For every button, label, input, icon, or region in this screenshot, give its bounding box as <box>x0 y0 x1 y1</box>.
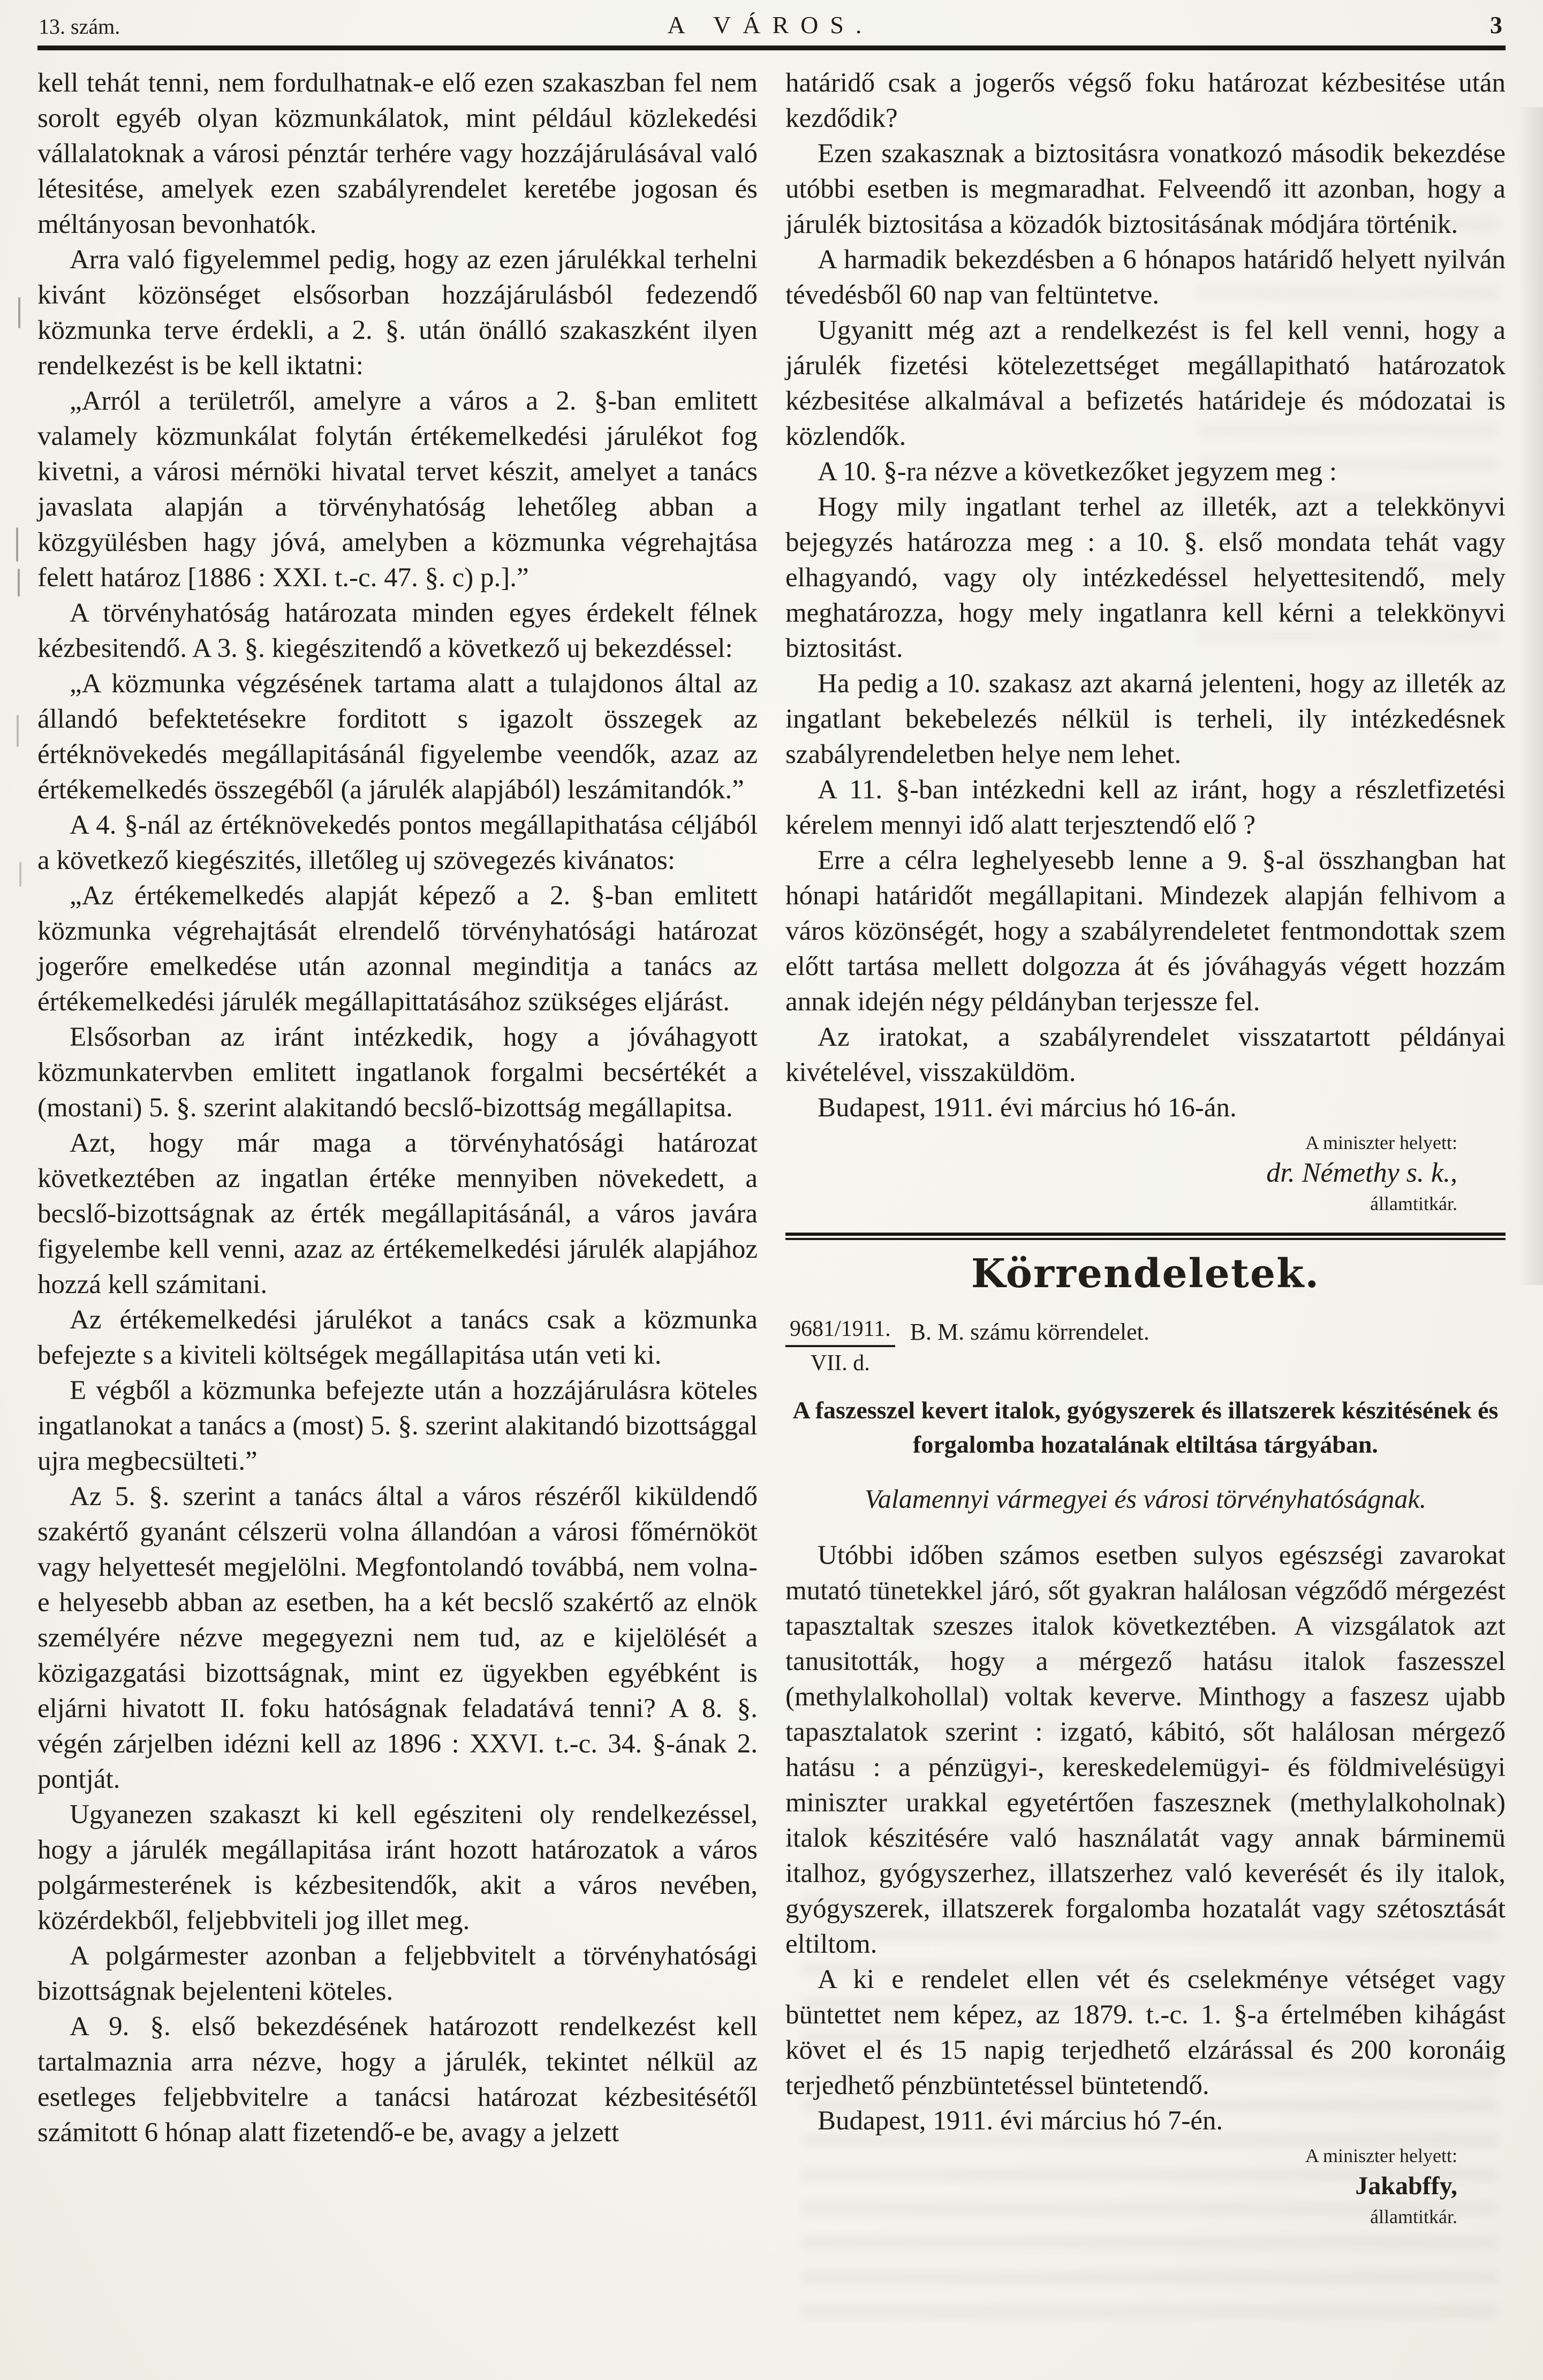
paragraph: A 11. §-ban intézkedni kell az iránt, hogy a részletfizetési kérelem mennyi idő alatt terjesztendő elő ? <box>785 775 1506 840</box>
paragraph: Elsősorban az iránt intézkedik, hogy a jóváhagyott közmunkatervben emlitett ingatlanok forgalmi becsértékét a (mostani) 5. §. szerint alakitandó becslő-bizottság megállapitsa. <box>37 1022 758 1123</box>
paragraph: Erre a célra leghelyesebb lenne a 9. §-al összhangban hat hónapi határidőt megállapitani. Mindezek alapján felhivom a város közönségét, hogy a szabályrendeletet fentmondottak szem előtt tartása mellett dolgozza át és jóváhagyás végett hozzám annak idején négy példányban terjessze fel. <box>785 845 1506 1017</box>
paragraph: A 4. §-nál az értéknövekedés pontos megállapithatása céljából a következő kiegészités, illetőleg uj szövegezés kivánatos: <box>37 810 758 875</box>
scan-artifact-mark <box>18 297 20 328</box>
dateline: Budapest, 1911. évi március hó 16-án. <box>818 1093 1237 1123</box>
signature-title: államtitkár. <box>1370 1193 1457 1214</box>
publication-title: A VÁROS. <box>667 11 874 39</box>
signature-name: Jakabffy, <box>1355 2172 1457 2200</box>
paragraph: Azt, hogy már maga a törvényhatósági határozat következtében az ingatlan értéke mennyiben növekedett, a becslő-bizottságnak az érték megállapitásánál, a város javára figyelembe kell venni, azaz az értékemelkedési járulék alapjához hozzá kell számitani. <box>37 1128 758 1299</box>
signature-name: dr. Némethy s. k., <box>1266 1158 1457 1188</box>
paragraph: Utóbbi időben számos esetben sulyos egészségi zavarokat mutató tünetekkel járó, sőt gyakran halálosan végződő mérgezést tapasztaltak szeszes italok következtében. A vizsgálatok azt tanusitották, hogy a mérgező hatásu italok faszesszel (methylalkohollal) voltak keverve. Minthogy a faszesz ujabb tapasztalatok szerint : izgató, kábitó, sőt halálosan mérgező hatásu : a pénzügyi-, kereskedelemügyi- és földmivelésügyi miniszter urakkal egyetértően faszesznek (methylalkoholnak) italok készitésére való használatát vagy annak bárminemü italhoz, gyógyszerhez, illatszerhez való keverését és ily italok, gyógyszerek, illatszerek forgalomba hozatalát vagy szétosztását eltiltom. <box>785 1540 1506 1959</box>
paragraph: Ugyanezen szakaszt ki kell egésziteni oly rendelkezéssel, hogy a járulék megállapitása iránt hozott határozatok a város polgármesterének is kézbesitendők, akit a város nevében, közérdekből, feljebbviteli jog illet meg. <box>37 1800 758 1936</box>
scan-artifact-mark <box>18 569 20 596</box>
reference-department: VII. d. <box>810 1351 870 1376</box>
article-body <box>37 50 1506 2237</box>
signature-pretext: A miniszter helyett: <box>1305 2145 1457 2166</box>
page-number: 3 <box>1490 11 1502 39</box>
paragraph: A ki e rendelet ellen vét és cselekménye vétséget vagy büntettet nem képez, az 1879. t.-c. 1. §-a értelmében kihágást követ el és 15 napig terjedhető elzárással és 200 koronáig terjedhető pénzbüntetéssel büntetendő. <box>785 1965 1506 2101</box>
scan-edge-smudge <box>1518 107 1543 1285</box>
paragraph: A harmadik bekezdésben a 6 hónapos határidő helyett nyilván tévedésből 60 nap van feltüntetve. <box>785 245 1506 310</box>
paragraph: „A közmunka végzésének tartama alatt a tulajdonos által az állandó befektetésekre forditott s igazolt összegek az értéknövekedés megállapitásánál figyelembe veendők, azaz az értékemelkedés összegéből (a járulék alapjából) leszámitandók.” <box>37 669 758 805</box>
circular-subject: A faszesszel kevert italok, gyógyszerek és illatszerek készitésének és forgalomba hozatalának eltiltása tárgyában. <box>792 1396 1499 1458</box>
paragraph: Ezen szakasznak a biztositásra vonatkozó második bekezdése utóbbi esetben is megmaradhat. Felveendő itt azonban, hogy a járulék biztositása a közadók biztositásának módjára történik. <box>785 139 1506 239</box>
paragraph: E végből a közmunka befejezte után a hozzájárulásra köteles ingatlanokat a tanács a (most) 5. §. szerint alakitandó bizottsággal ujra megbecsülteti.” <box>37 1376 758 1476</box>
paragraph: A 9. §. első bekezdésének határozott rendelkezést kell tartalmaznia arra nézve, hogy a járulék, tekintet nélkül az esetleges feljebbvitelre a tanácsi határozat kézbesitésétől számitott 6 hónap alatt fizetendő-e be, avagy a jelzett <box>37 2012 758 2148</box>
signature-title: államtitkár. <box>1370 2206 1457 2227</box>
paragraph: Ha pedig a 10. szakasz azt akarná jelenteni, hogy az illeték az ingatlant bekebelezés nélkül is terheli, ily intézkedésnek szabályrendeletben helye nem lehet. <box>785 669 1506 769</box>
signature-block <box>785 1130 1506 1217</box>
scan-artifact-mark <box>19 862 21 887</box>
page-header <box>37 0 1506 46</box>
left-column <box>37 65 758 2237</box>
paragraph: Ugyanitt még azt a rendelkezést is fel kell venni, hogy a járulék fizetési kötelezettséget megállapitható határozatok kézbesitése alkalmával a befizetés határideje és módozatai is közlendők. <box>785 315 1506 451</box>
signature-pretext: A miniszter helyett: <box>1305 1132 1457 1153</box>
paragraph: Az 5. §. szerint a tanács által a város részéről kiküldendő szakértő gyanánt célszerü volna állandóan a városi főmérnököt vagy helyettesét megjelölni. Megfontolandó továbbá, nem volna-e helyesebb abban az esetben, ha a két becslő szakértő az elnök személyére nézve megegyezni nem tud, az e kijelölését a közigazgatási bizottságnak, mint ez ügyekben egyébként is eljárni hivatott II. foku hatóságnak feladatává tenni? A 8. §. végén zárjelben idézni kell az 1896 : XXVI. t.-c. 34. §-ának 2. pontját. <box>37 1482 758 1794</box>
paragraph: Hogy mily ingatlant terhel az illeték, azt a telekkönyvi bejegyzés határozza meg : a 10. §. első mondata tehát vagy elhagyandó, vagy oly intézkedéssel helyettesitendő, mely meghatározza, hogy mely ingatlanra kell kérni a telekkönyvi biztositást. <box>785 492 1506 663</box>
reference-number-fraction <box>785 1315 895 1377</box>
right-column <box>785 65 1506 2237</box>
circular-reference <box>785 1315 1506 1377</box>
signature-block <box>785 2143 1506 2230</box>
paragraph: Az értékemelkedési járulékot a tanács csak a közmunka befejezte s a kiviteli költségek megállapitása után veti ki. <box>37 1305 758 1370</box>
paragraph: A 10. §-ra nézve a következőket jegyzem meg : <box>818 457 1337 487</box>
circular-addressee: Valamennyi vármegyei és városi törvényhatóságnak. <box>864 1484 1427 1514</box>
paragraph: Az iratokat, a szabályrendelet visszatartott példányai kivételével, visszaküldöm. <box>785 1022 1506 1087</box>
paragraph: A törvényhatóság határozata minden egyes érdekelt félnek kézbesitendő. A 3. §. kiegészitendő a következő uj bekezdéssel: <box>37 598 758 663</box>
scan-artifact-mark <box>17 715 19 747</box>
issue-number: 13. szám. <box>39 14 120 39</box>
dateline: Budapest, 1911. évi március hó 7-én. <box>818 2106 1223 2136</box>
section-divider-rule <box>785 1233 1506 1240</box>
paragraph: Arra való figyelemmel pedig, hogy az ezen járulékkal terhelni kivánt közönséget elsősorban hozzájárulásból fedezendő közmunka terve érdekli, a 2. §. után önálló szakaszként ilyen rendelkezést is be kell iktatni: <box>37 245 758 381</box>
reference-label: B. M. számu körrendelet. <box>910 1319 1149 1345</box>
paragraph: kell tehát tenni, nem fordulhatnak-e elő ezen szakaszban fel nem sorolt egyéb olyan közmunkálatok, mint például közlekedési vállalatoknak a városi pénztár terhére vagy hozzájárulásával való létesitése, amelyek ezen szabályrendelet keretébe jogosan és méltányosan bevonhatók. <box>37 68 758 239</box>
paragraph: „Az értékemelkedés alapját képező a 2. §-ban emlitett közmunka végrehajtását elrendelő törvényhatósági határozat jogerőre emelkedése után azonnal meginditja a tanács az értékemelkedési járulék megállapittatásához szükséges eljárást. <box>37 881 758 1017</box>
paragraph: határidő csak a jogerős végső foku határozat kézbesitése után kezdődik? <box>785 68 1506 133</box>
paragraph: „Arról a területről, amelyre a város a 2. §-ban emlitett valamely közmunkálat folytán értékemelkedési járulékot fog kivetni, a városi mérnöki hivatal tervet készit, amelyet a tanács javaslata alapján a törvényhatóság lehetőleg abban a közgyülésben hagy jóvá, amelyben a közmunka végrehajtása felett határoz [1886 : XXI. t.-c. 47. §. c) p.].” <box>37 386 758 593</box>
header-rule <box>37 46 1506 50</box>
paragraph: A polgármester azonban a feljebbvitelt a törvényhatósági bizottságnak bejelenteni köteles. <box>37 1941 758 2006</box>
section-heading: Körrendeletek. <box>971 1251 1320 1297</box>
scan-artifact-mark <box>16 527 18 562</box>
reference-number: 9681/1911. <box>785 1315 895 1347</box>
